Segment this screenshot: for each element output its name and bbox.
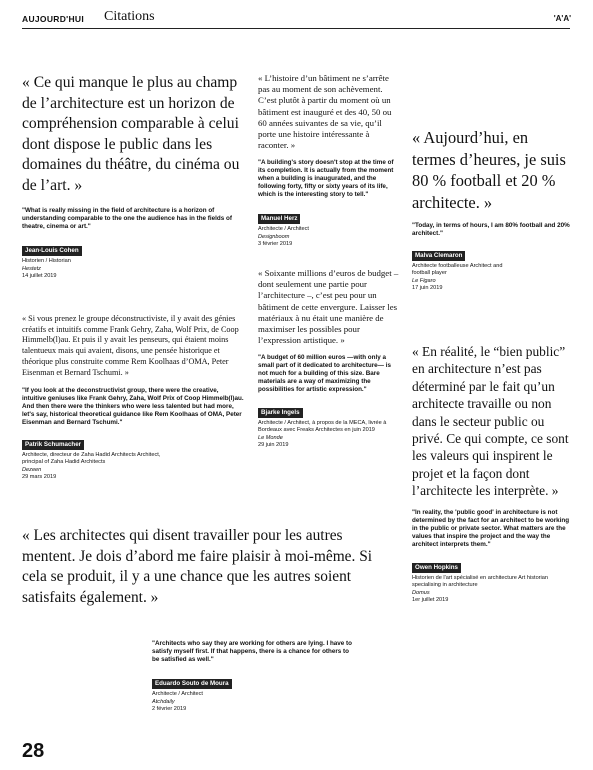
header-divider bbox=[22, 28, 570, 29]
author-role: Architecte / Architect, à propos de la MECA, livrée à Bordeaux avec Freaks Architectes en juin 2019 bbox=[258, 420, 387, 434]
quote-block-clemaron bbox=[412, 127, 572, 292]
section-label: AUJOURD'HUI bbox=[22, 14, 84, 24]
quote-text-en: "In reality, the 'public good' in architecture is not determined by the fact for an architect to be working in the public or private sector. What matters are the values that inspire the project and the way the architect interprets them." bbox=[412, 508, 570, 548]
source-name: Designboom bbox=[258, 234, 290, 241]
source-name: Le Figaro bbox=[412, 278, 436, 285]
quote-text-fr: « Aujourd’hui, en termes d’heures, je suis 80 % football et 20 % architecte. » bbox=[412, 128, 566, 212]
author-role: Historien / Historian bbox=[22, 258, 71, 264]
quote-text-fr: « L’histoire d’un bâtiment ne s’arrête pas au moment de son achèvement. C’est plutôt à partir du moment où un bâtiment est inauguré et des 40, 50 ou 60 années suivantes de sa vie, qu’il porte une histoire intéressante à raconter. » bbox=[258, 73, 392, 151]
quote-text-en: "Architects who say they are working for others are lying. I have to satisfy myself first. If that happens, there is a chance for others to be satisfied as well." bbox=[152, 640, 352, 663]
quote-text-en: "A building's story doesn't stop at the time of its completion. It is actually from the moment when a building is inaugurated, and the following forty, fifty or sixty years of its life, which is the interesting story to tell." bbox=[258, 159, 394, 199]
source-date: 1er juillet 2019 bbox=[412, 596, 449, 603]
quote-text-en: "Today, in terms of hours, I am 80% football and 20% architect." bbox=[412, 222, 570, 238]
quote-text-fr: « Soixante millions d’euros de budget – dont seulement une partie pour l’architecture –, c’est peu pour un bâtiment de cette envergure. Laisser les matériaux à nu était une manière de maximiser les possibles pour l’expression artistique. » bbox=[258, 268, 399, 346]
source-date: 29 mars 2019 bbox=[22, 474, 57, 481]
source-name: Domus bbox=[412, 589, 430, 596]
author-tag: Jean-Louis Cohen bbox=[22, 246, 82, 256]
author-tag: Patrik Schumacher bbox=[22, 440, 84, 450]
quote-text-fr: « Si vous prenez le groupe déconstructiviste, il y avait des génies créatifs et intuitifs comme Frank Gehry, Zaha, Wolf Prix, de Coop Himmelb(l)au. Et puis il y avait les penseurs, qui étaient moins talentueux mais qui avaient, disons, une pensée historique et théorique plus construite comme Rem Koolhaas d’OMA, Peter Eisenman et Bernard Tschumi. » bbox=[22, 314, 239, 377]
quote-block-hopkins bbox=[412, 343, 572, 604]
quote-block-schumacher bbox=[22, 314, 244, 481]
quote-text-fr: « Ce qui manque le plus au champ de l’architecture est un horizon de compréhension comparable à celui dont dispose le public dans les domaines du théâtre, du cinéma ou de l’art. » bbox=[22, 74, 240, 194]
magazine-logo: 'A'A' bbox=[553, 14, 571, 23]
source-date: 3 février 2019 bbox=[258, 241, 293, 248]
quote-block-ingels bbox=[258, 268, 400, 449]
author-role: Historien de l'art spécialisé en architecture Art historian specialising in architecture bbox=[412, 574, 549, 588]
author-tag: Manuel Herz bbox=[258, 214, 300, 224]
author-tag: Owen Hopkins bbox=[412, 563, 461, 573]
author-tag: Malva Clemaron bbox=[412, 251, 465, 261]
page-title: Citations bbox=[104, 9, 155, 24]
page-number: 28 bbox=[22, 740, 45, 762]
quote-translation-souto-de-moura bbox=[152, 640, 352, 713]
source-date: 29 juin 2019 bbox=[258, 442, 289, 449]
quote-text-en: "A budget of 60 million euros —with only a small part of it dedicated to architecture— is not much for a building of this size. Bare materials are a way of maximizing the possibilities for artistic expression." bbox=[258, 354, 391, 394]
quote-text-fr: « En réalité, le “bien public” en architecture n’est pas déterminé par le fait qu’un architecte travaille ou non dans le secteur public ou privé. Ce qui compte, ce sont les valeurs qui inspirent le projet et la façon dont l’architecte les interprète. » bbox=[412, 344, 569, 499]
author-tag: Bjarke Ingels bbox=[258, 408, 303, 418]
quote-block-cohen bbox=[22, 73, 244, 280]
source-name: Hestetz bbox=[22, 266, 41, 272]
source-date: 14 juillet 2019 bbox=[22, 273, 57, 279]
author-role: Architecte footballeuse Architect and football player bbox=[412, 263, 503, 277]
source-name: Dezeen bbox=[22, 467, 42, 474]
source-date: 2 février 2019 bbox=[152, 706, 187, 712]
author-role: Architecte / Architect bbox=[152, 691, 203, 697]
source-name: Atchdaily bbox=[152, 699, 175, 705]
quote-text-en: "What is really missing in the field of architecture is a horizon of understanding comparable to the one the audience has in the fields of theatre, cinema or art." bbox=[22, 207, 232, 230]
quote-block-souto-de-moura bbox=[22, 526, 392, 608]
author-role: Architecte / Architect bbox=[258, 226, 309, 233]
author-tag: Eduardo Souto de Moura bbox=[152, 679, 232, 689]
source-date: 17 juin 2019 bbox=[412, 285, 443, 292]
quote-block-herz bbox=[258, 73, 400, 248]
author-role: Architecte, directeur de Zaha Hadid Architects Architect, principal of Zaha Hadid Architects bbox=[22, 452, 161, 466]
quote-text-fr: « Les architectes qui disent travailler pour les autres mentent. Je dois d’abord me faire plaisir à moi-même. Si cela se produit, il y a une chance que les autres soient satisfaits également. » bbox=[22, 527, 373, 606]
quote-text-en: "If you look at the deconstructivist group, there were the creative, intuitive geniuses like Frank Gehry, Zaha, Wolf Prix of Coop Himmelb(l)au. And then there were the thinkers who were less talented but had more, let's say, historical theoretical guidance like Rem Koolhaas of OMA, Peter Eisenman and Bernard Tschumi." bbox=[22, 387, 244, 427]
source-name: Le Monde bbox=[258, 435, 283, 442]
